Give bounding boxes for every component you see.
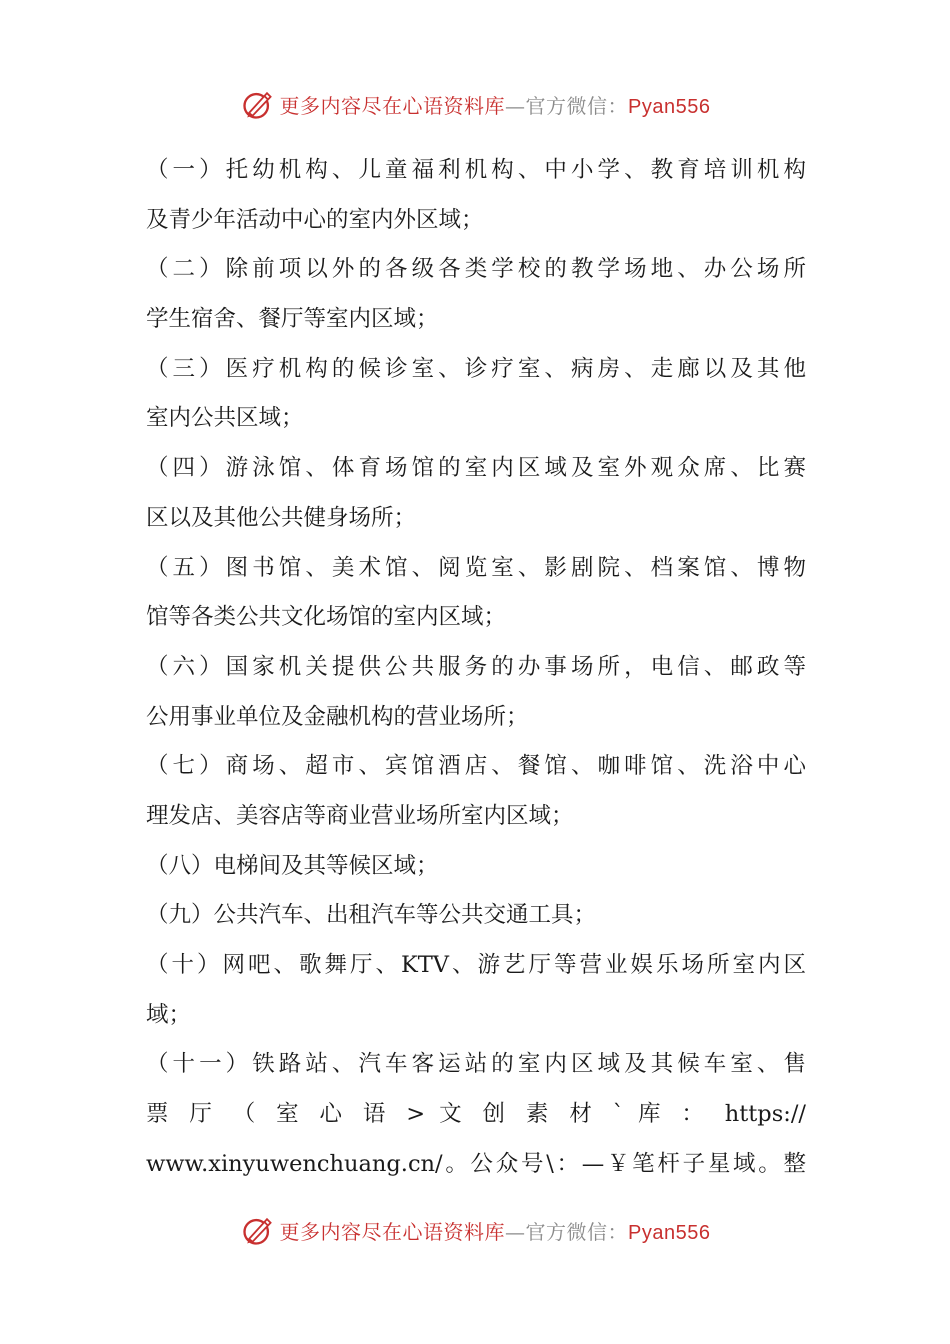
text-line: 区以及其他公共健身场所； <box>146 504 417 531</box>
banner-brand: 更多内容尽在心语资料库 <box>279 93 506 118</box>
banner-dash: — <box>505 93 526 118</box>
banner-handle: Pyan556 <box>628 95 711 118</box>
banner-label: 官方微信： <box>525 93 629 118</box>
banner-dash: — <box>505 1219 526 1244</box>
text-line: 学生宿舍、餐厅等室内区域； <box>146 306 439 333</box>
banner-brand: 更多内容尽在心语资料库 <box>279 1219 506 1244</box>
text-line: 公用事业单位及金融机构的营业场所； <box>146 703 529 730</box>
text-line: 及青少年活动中心的室内外区域； <box>146 206 484 233</box>
text-line: （六）国家机关提供公共服务的办事场所，电信、邮政等 <box>146 653 806 680</box>
text-line: 馆等各类公共文化场馆的室内区域； <box>146 604 507 631</box>
banner-text <box>280 1216 711 1245</box>
text-line: （七）商场、超市、宾馆酒店、餐馆、咖啡馆、洗浴中心 <box>146 753 806 780</box>
text-line: 票 厅 （ 室 心 语 > 文 创 素 材 ` 库 ： https:// <box>146 1101 806 1128</box>
text-line: （一）托幼机构、儿童福利机构、中小学、教育培训机构 <box>146 157 806 183</box>
text-line: （十一）铁路站、汽车客运站的室内区域及其候车室、售 <box>146 1051 806 1078</box>
text-line: （五）图书馆、美术馆、阅览室、影剧院、档案馆、博物 <box>146 554 806 581</box>
text-line: www.xinyuwenchuang.cn/。公众号\：—￥笔杆子星域。整 <box>146 1150 806 1177</box>
text-line: （四）游泳馆、体育场馆的室内区域及室外观众席、比赛 <box>146 455 806 482</box>
header-banner <box>0 84 950 124</box>
text-line: （二）除前项以外的各级各类学校的教学场地、办公场所 <box>146 256 806 283</box>
banner-label: 官方微信： <box>525 1219 629 1244</box>
text-line: 理发店、美容店等商业营业场所室内区域； <box>146 802 574 829</box>
banner-text <box>280 90 711 119</box>
text-line: 室内公共区域； <box>146 405 304 432</box>
footer-banner <box>0 1210 950 1250</box>
text-line: （九）公共汽车、出租汽车等公共交通工具； <box>146 902 597 929</box>
banner-handle: Pyan556 <box>628 1221 711 1244</box>
text-line: （三）医疗机构的候诊室、诊疗室、病房、走廊以及其他 <box>146 355 806 382</box>
pen-logo-icon <box>240 1212 276 1248</box>
pen-logo-icon <box>240 86 276 122</box>
text-line: （八）电梯间及其等候区域； <box>146 852 439 879</box>
text-line: （十）网吧、歌舞厅、KTV、游艺厅等营业娱乐场所室内区 <box>146 952 806 978</box>
text-line: 域； <box>146 1001 192 1028</box>
document-body <box>146 146 806 1189</box>
